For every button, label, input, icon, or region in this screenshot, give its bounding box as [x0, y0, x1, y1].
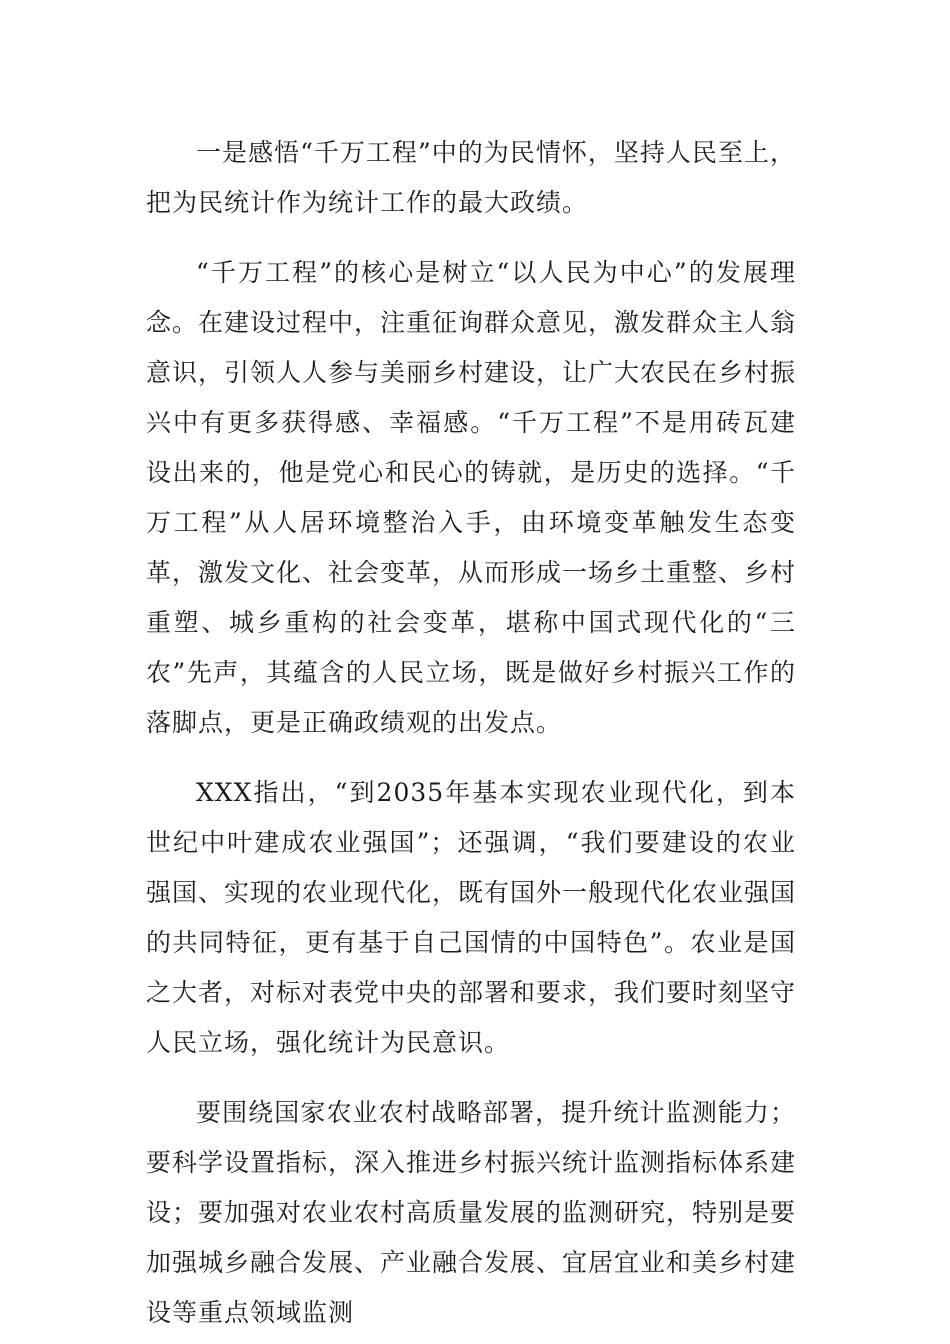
paragraph-1: 一是感悟“千万工程”中的为民情怀，坚持人民至上，把为民统计作为统计工作的最大政绩。	[146, 138, 796, 217]
paragraph-2: “千万工程”的核心是树立“以人民为中心”的发展理念。在建设过程中，注重征询群众意见，激发群众主人翁意识，引领人人参与美丽乡村建设，让广大农民在乡村振兴中有更多获得感、幸福感。“千万工程”不是用砖瓦建设出来的，他是党心和民心的铸就，是历史的选择。“千万工程”从人居环境整治入手，由环境变革触发生态变革，激发文化、社会变革，从而形成一场乡土重整、乡村重塑、城乡重构的社会变革，堪称中国式现代化的“三农”先声，其蕴含的人民立场，既是做好乡村振兴工作的落脚点，更是正确政绩观的出发点。	[146, 258, 797, 737]
paragraph-4: 要围绕国家农业农村战略部署，提升统计监测能力；要科学设置指标，深入推进乡村振兴统计监测指标体系建设；要加强对农业农村高质量发展的监测研究，特别是要加强城乡融合发展、产业融合发展、宜居宜业和美乡村建设等重点领域监测	[146, 1098, 797, 1327]
paragraph-3: XXX指出，“到2035年基本实现农业现代化，到本世纪中叶建成农业强国”；还强调，“我们要建设的农业强国、实现的农业现代化，既有国外一般现代化农业强国的共同特征，更有基于自己国情的中国特色”。农业是国之大者，对标对表党中央的部署和要求，我们要时刻坚守人民立场，强化统计为民意识。	[146, 778, 797, 1057]
paragraph-gap	[146, 1068, 796, 1088]
document-body	[146, 128, 796, 1338]
paragraph-gap	[146, 228, 796, 248]
paragraph-gap	[146, 748, 796, 768]
